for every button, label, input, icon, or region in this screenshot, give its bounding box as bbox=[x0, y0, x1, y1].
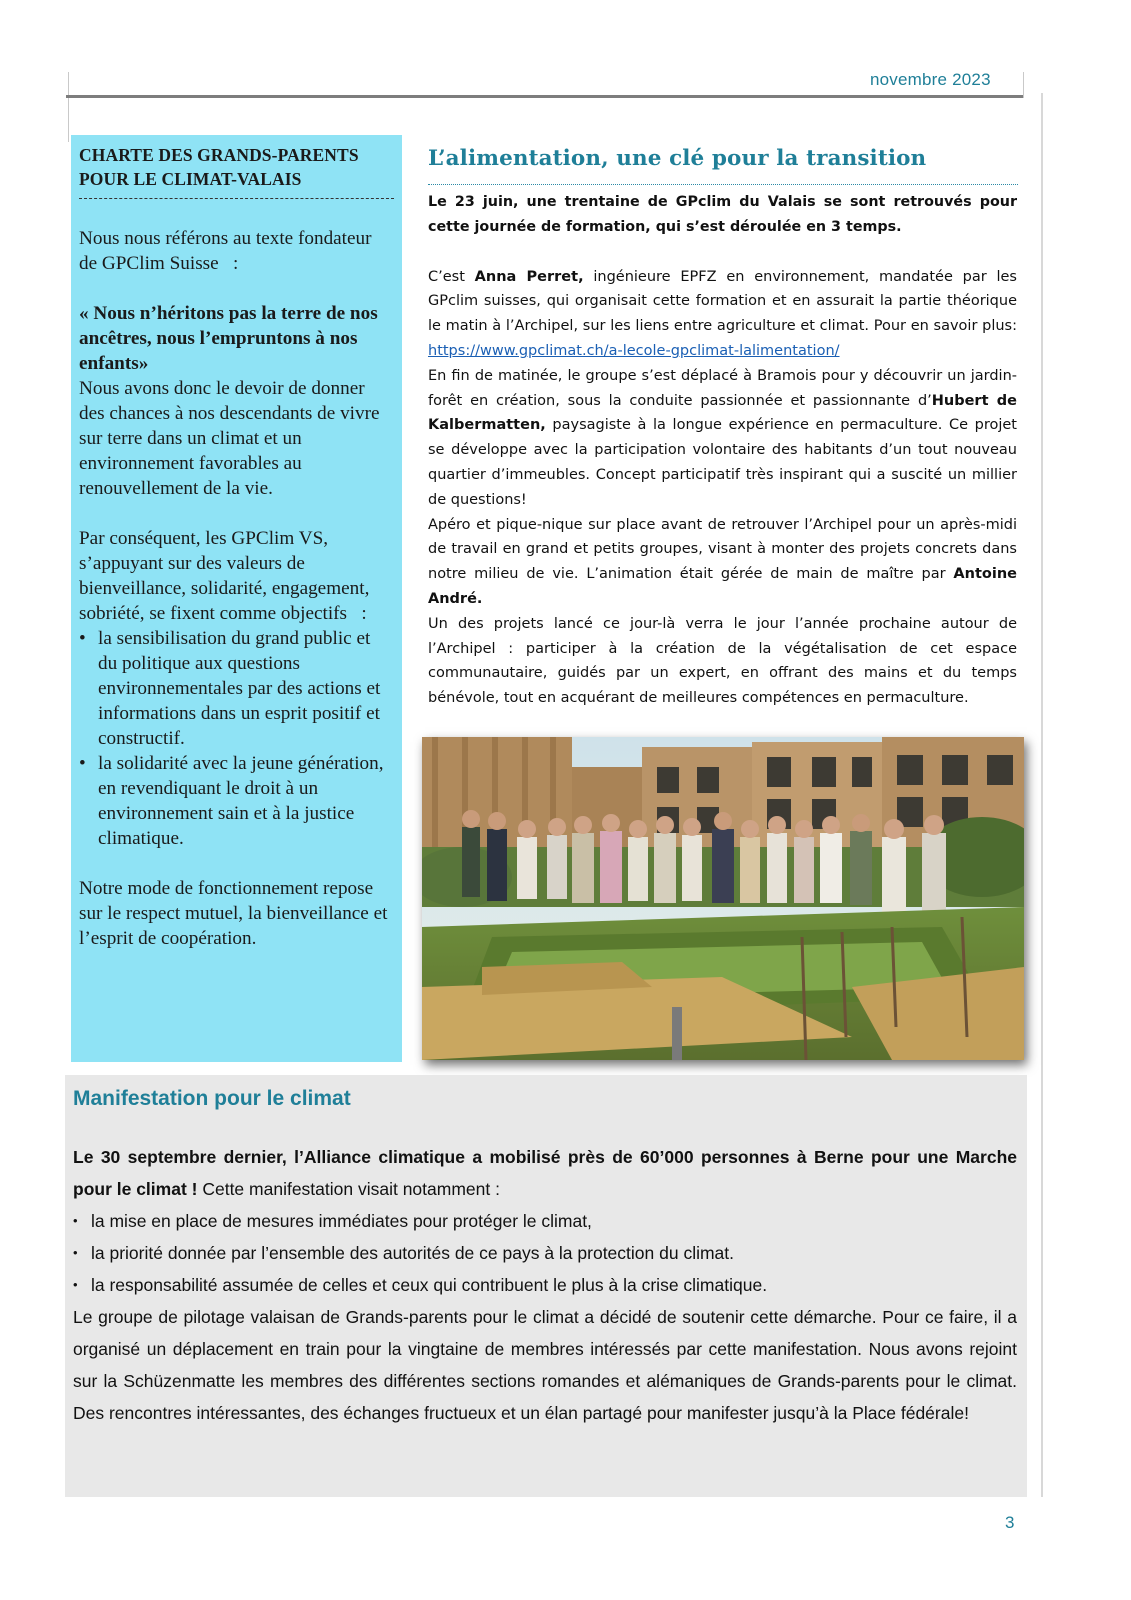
charter-closing: Notre mode de fonctionnement repose sur le respect mutuel, la bienveillance et l’esprit de coopération. bbox=[79, 878, 388, 949]
header-divider bbox=[66, 95, 1023, 98]
right-margin-rule bbox=[1041, 93, 1043, 1497]
page-number: 3 bbox=[1005, 1513, 1015, 1532]
left-margin-rule bbox=[68, 72, 69, 142]
charter-title: CHARTE DES GRANDS-PARENTS POUR LE CLIMAT-VALAIS bbox=[79, 145, 359, 189]
manifestation-box bbox=[65, 1075, 1027, 1497]
text: paysagiste à la longue expérience en permaculture. Ce projet se développe avec la participation volontaire des habitants d’un tout nouveau quartier d’immeubles. Concept participatif très inspirant qui a suscité un millier de questions! bbox=[428, 417, 1017, 508]
charter-quote: « Nous n’héritons pas la terre de nos ancêtres, nous l’empruntons à nos enfants» bbox=[79, 303, 378, 374]
gpclimat-link[interactable]: https://www.gpclimat.ch/a-lecole-gpclimat-lalimentation/ bbox=[428, 342, 840, 359]
text: Apéro et pique-nique sur place avant de retrouver l’Archipel pour un après-midi de travail en grand et petits groupes, visant à monter des projets concrets dans notre milieu de vie. L’animation était gérée de main de maître par bbox=[428, 516, 1017, 583]
list-item: • la solidarité avec la jeune génération, en revendiquant le droit à un environnement sain et à la justice climatique. bbox=[79, 751, 394, 851]
article-title-separator bbox=[428, 184, 1018, 185]
charter-box bbox=[71, 135, 402, 1062]
list-item: • la priorité donnée par l’ensemble des autorités de ce pays à la protection du climat. bbox=[73, 1237, 1017, 1269]
manifestation-lead-bold: Le 30 septembre dernier, l’Alliance climatique a mobilisé près de 60’000 personnes à Berne pour une Marche pour le climat ! bbox=[73, 1147, 1017, 1199]
manifestation-title: Manifestation pour le climat bbox=[73, 1087, 351, 1110]
charter-intro: Nous nous référons au texte fondateur de GPClim Suisse : bbox=[79, 228, 372, 274]
person-name: Antoine André. bbox=[428, 566, 1017, 607]
charter-objectives bbox=[79, 626, 394, 851]
text: C’est bbox=[428, 268, 475, 285]
manifestation-demands bbox=[73, 1205, 1017, 1301]
article-paragraph bbox=[428, 265, 1017, 364]
article-paragraph: Un des projets lancé ce jour-là verra le jour l’année prochaine autour de l’Archipel : participer à la création de la végétalisation de cet espace communautaire, guidés par un expert, en offrant des mains et du temps bénévole, tout en acquérant de meilleures compétences en permaculture. bbox=[428, 615, 1017, 707]
article-lead: Le 23 juin, une trentaine de GPclim du Valais se sont retrouvés pour cette journée de formation, qui s’est déroulée en 3 temps. bbox=[428, 194, 1017, 235]
header-date: novembre 2023 bbox=[870, 70, 991, 89]
header-right-rule bbox=[1023, 72, 1024, 98]
article-paragraph bbox=[428, 513, 1017, 612]
charter-duty: Nous avons donc le devoir de donner des chances à nos descendants de vivre sur terre dans un climat et un environnement favorables au renouvellement de la vie. bbox=[79, 378, 380, 499]
person-name: Hubert de Kalbermatten, bbox=[428, 392, 1018, 434]
charter-separator bbox=[79, 198, 394, 199]
photo-illustration bbox=[422, 737, 1024, 1060]
manifestation-body bbox=[73, 1141, 1017, 1429]
list-item: • la mise en place de mesures immédiates pour protéger le climat, bbox=[73, 1205, 1017, 1237]
text: Cette manifestation visait notamment : bbox=[197, 1179, 500, 1199]
garden-group-photo bbox=[422, 737, 1024, 1060]
article-title: L’alimentation, une clé pour la transition bbox=[428, 146, 927, 171]
list-item: • la sensibilisation du grand public et du politique aux questions environnementales par des actions et informations dans un esprit positif et constructif. bbox=[79, 626, 394, 751]
person-name: Anna Perret, bbox=[474, 268, 584, 285]
article-body bbox=[428, 190, 1017, 711]
text: En fin de matinée, le groupe s’est déplacé à Bramois pour y découvrir un jardin-forêt en création, sous la conduite passionnée et passionnante d’ bbox=[428, 367, 1017, 409]
article-paragraph bbox=[428, 364, 1017, 513]
manifestation-lead bbox=[73, 1141, 1017, 1205]
charter-values: Par conséquent, les GPClim VS, s’appuyant sur des valeurs de bienveillance, solidarité, engagement, sobriété, se fixent comme objectifs : bbox=[79, 528, 370, 624]
text: ingénieure EPFZ en environnement, mandatée par les GPclim suisses, qui organisait cette formation et en assurait la partie théorique le matin à l’Archipel, sur les liens entre agriculture et climat. Pour en savoir plus: bbox=[428, 268, 1017, 335]
manifestation-paragraph: Le groupe de pilotage valaisan de Grands-parents pour le climat a décidé de soutenir cette démarche. Pour ce faire, il a organisé un déplacement en train pour la vingtaine de membres intéressés par cette manifestation. Nous avons rejoint sur la Schüzenmatte les membres des différentes sections romandes et alémaniques de Grands-parents pour le climat. Des rencontres intéressantes, des échanges fructueux et un élan partagé pour manifester jusqu’à la Place fédérale! bbox=[73, 1307, 1017, 1423]
list-item: • la responsabilité assumée de celles et ceux qui contribuent le plus à la crise climatique. bbox=[73, 1269, 1017, 1301]
